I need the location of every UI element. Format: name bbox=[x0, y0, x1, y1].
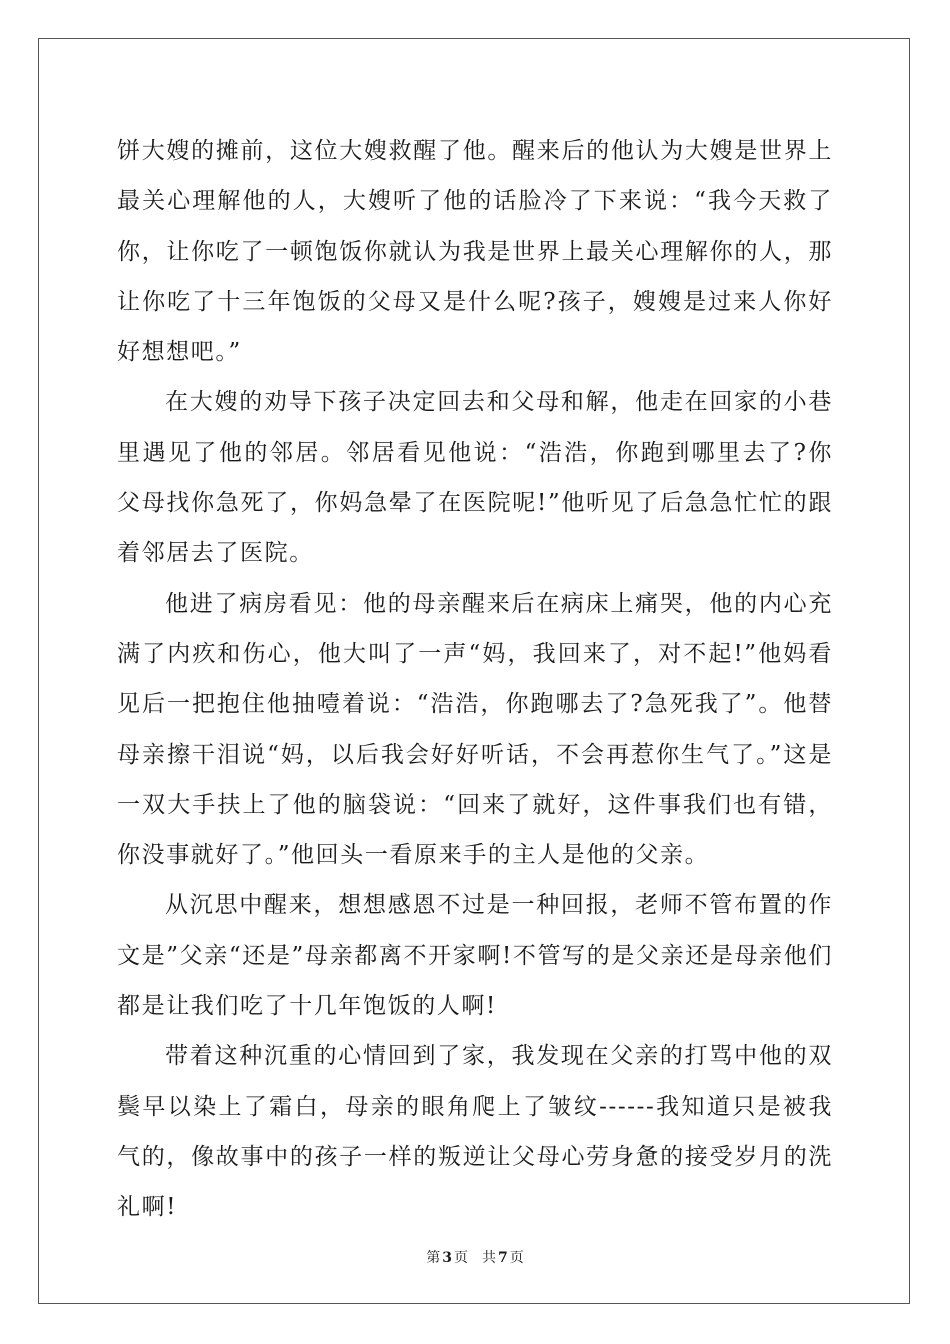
paragraph-4: 从沉思中醒来，想想感恩不过是一种回报，老师不管布置的作文是”父亲“还是”母亲都离不开家啊!不管写的是父亲还是母亲他们都是让我们吃了十几年饱饭的人啊! bbox=[117, 892, 833, 1020]
paragraph-3: 他进了病房看见：他的母亲醒来后在病床上痛哭，他的内心充满了内疚和伤心，他大叫了一声“妈，我回来了，对不起!”他妈看见后一把抱住他抽噎着说：“浩浩，你跑哪去了?急死我了”。他替母亲擦干泪说“妈，以后我会好好听话，不会再惹你生气了。”这是一双大手扶上了他的脑袋说：“回来了就好，这件事我们也有错，你没事就好了。”他回头一看原来手的主人是他的父亲。 bbox=[117, 590, 833, 869]
total-unit: 页 bbox=[509, 1250, 524, 1266]
paragraph-2: 在大嫂的劝导下孩子决定回去和父母和解，他走在回家的小巷里遇见了他的邻居。邻居看见他说：“浩浩，你跑到哪里去了?你父母找你急死了，你妈急晕了在医院呢!”他听见了后急急忙忙的跟着邻居去了医院。 bbox=[117, 389, 833, 567]
page-unit: 页 bbox=[454, 1250, 468, 1266]
total-prefix: 共 bbox=[482, 1250, 496, 1266]
paragraph-5: 带着这种沉重的心情回到了家，我发现在父亲的打骂中他的双鬓早以染上了霜白，母亲的眼角爬上了皱纹------我知道只是被我气的，像故事中的孩子一样的叛逆让父母心劳身惫的接受岁月的洗礼啊! bbox=[117, 1043, 833, 1221]
document-body bbox=[117, 126, 833, 1233]
page-prefix: 第 bbox=[426, 1250, 441, 1266]
page-current: 3 bbox=[442, 1250, 452, 1266]
page-total: 7 bbox=[498, 1250, 508, 1266]
paragraph-1: 饼大嫂的摊前，这位大嫂救醒了他。醒来后的他认为大嫂是世界上最关心理解他的人，大嫂听了他的话脸冷了下来说：“我今天救了你，让你吃了一顿饱饭你就认为我是世界上最关心理解你的人，那让你吃了十三年饱饭的父母又是什么呢?孩子，嫂嫂是过来人你好好想想吧。” bbox=[117, 138, 833, 366]
page-footer bbox=[0, 1247, 950, 1267]
